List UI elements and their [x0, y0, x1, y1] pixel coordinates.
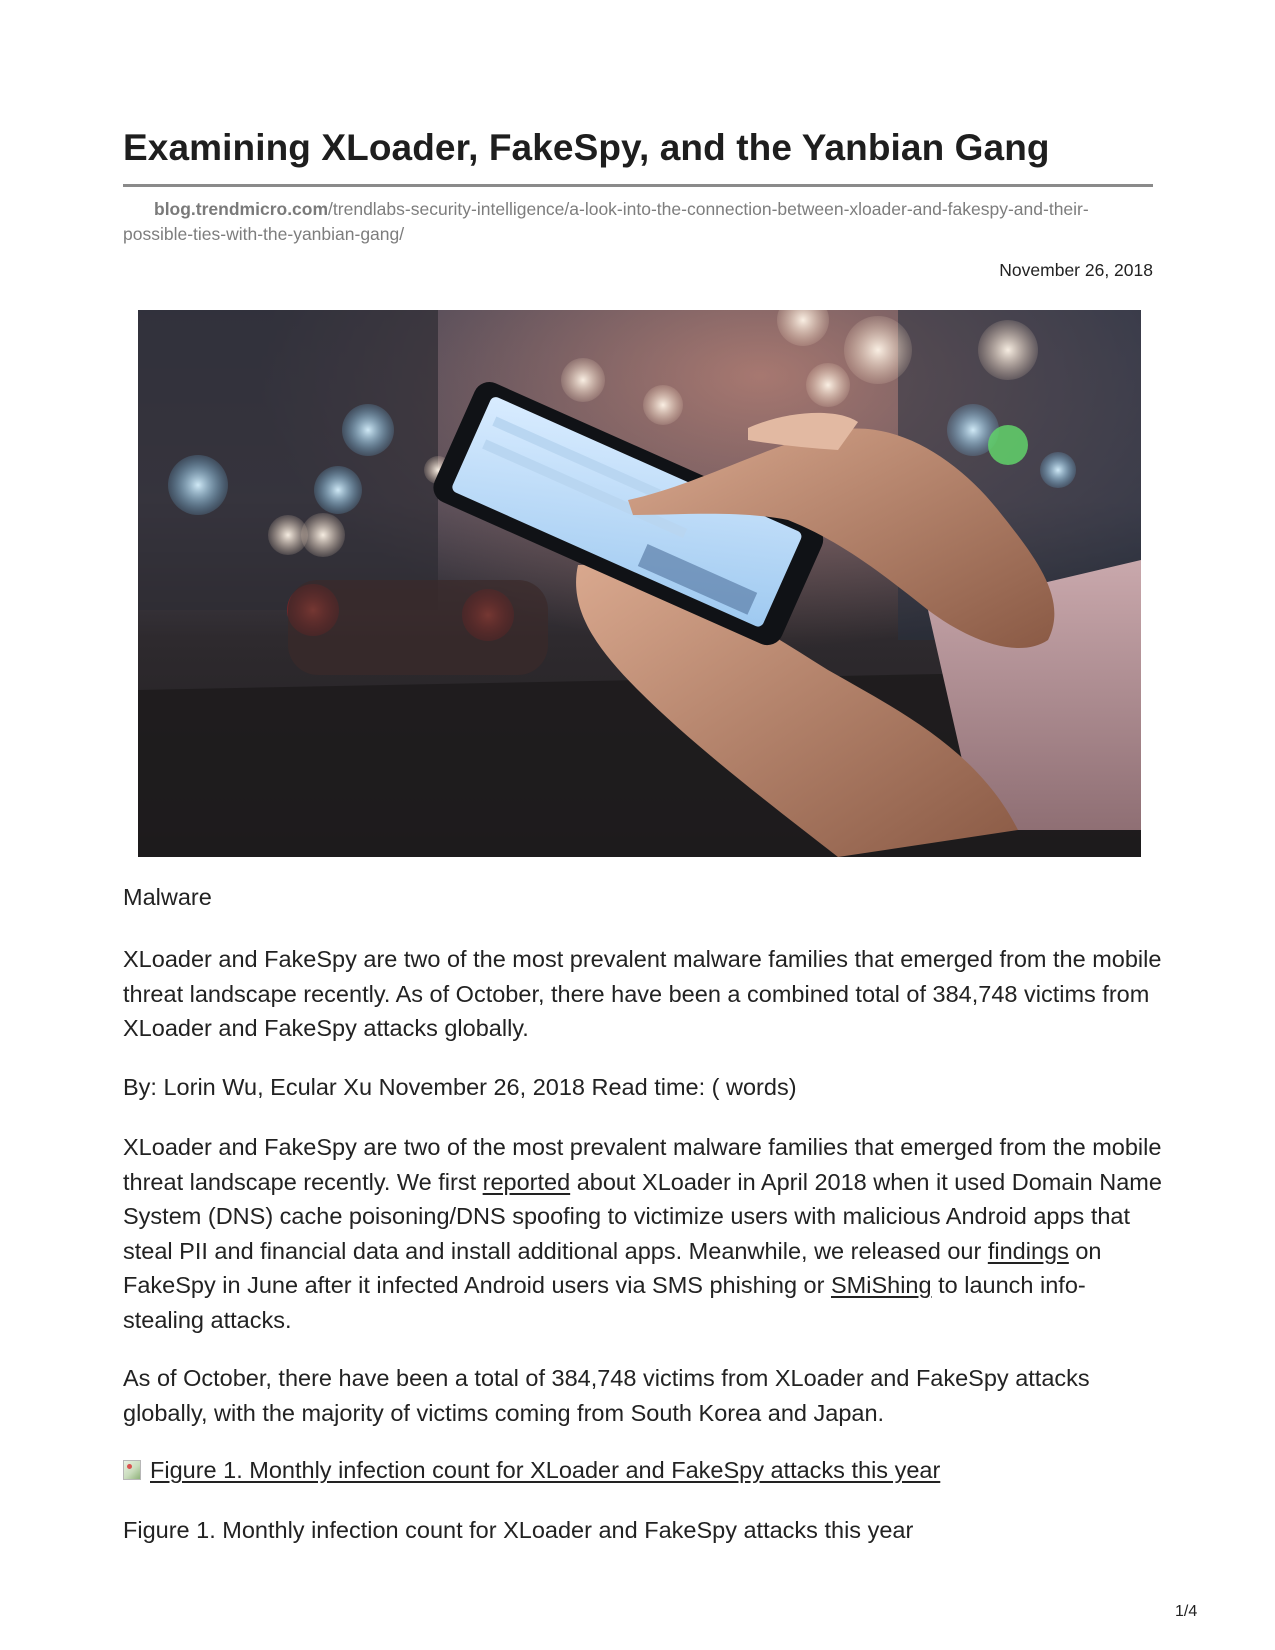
smartphone-photo-icon: [138, 310, 1141, 857]
findings-link[interactable]: findings: [987, 1237, 1069, 1264]
article-title: Examining XLoader, FakeSpy, and the Yanbian Gang: [123, 127, 1050, 168]
source-domain[interactable]: blog.trendmicro.com: [154, 199, 329, 219]
smishing-link[interactable]: SMiShing: [830, 1272, 932, 1298]
article-category: Malware: [123, 884, 212, 910]
broken-image-icon: [123, 1460, 141, 1480]
body-paragraph-2: As of October, there have been a total of 384,748 victims from XLoader and FakeSpy attacks globally, with the majority of victims coming from South Korea and Japan.: [123, 1365, 1090, 1426]
body-text: to launch info-stealing attacks.: [123, 1272, 1086, 1333]
hero-image: [138, 310, 1141, 857]
byline: By: Lorin Wu, Ecular Xu November 26, 2018 Read time: ( words): [123, 1074, 797, 1100]
reported-link[interactable]: reported: [482, 1168, 571, 1195]
body-text: about XLoader in April 2018 when it used Domain Name System (DNS) cache poisoning/DNS spoofing to victimize users with malicious Android apps that steal PII and financial data and install additional apps. Meanwhile, we released our: [123, 1168, 1162, 1264]
publish-date: November 26, 2018: [999, 260, 1153, 280]
page-number: 1/4: [1175, 1603, 1198, 1620]
body-paragraph-1: [123, 1130, 1163, 1337]
body-text: on FakeSpy in June after it infected Android users via SMS phishing or: [123, 1237, 1102, 1298]
title-divider: [123, 184, 1153, 187]
figure-1-caption: Figure 1. Monthly infection count for XLoader and FakeSpy attacks this year: [123, 1517, 914, 1543]
source-url[interactable]: [123, 197, 1153, 247]
figure-1-link[interactable]: Figure 1. Monthly infection count for XLoader and FakeSpy attacks this year: [150, 1457, 941, 1483]
summary-paragraph: XLoader and FakeSpy are two of the most prevalent malware families that emerged from the mobile threat landscape recently. As of October, there have been a combined total of 384,748 victims from XLoader and FakeSpy attacks globally.: [123, 946, 1162, 1041]
source-path[interactable]: /trendlabs-security-intelligence/a-look-into-the-connection-between-xloader-and-fakespy-and-their-possible-ties-with-the-yanbian-gang/: [123, 199, 1089, 244]
figure-1-image-link[interactable]: [123, 1453, 1163, 1488]
body-text: XLoader and FakeSpy are two of the most prevalent malware families that emerged from the mobile threat landscape recently. We first: [123, 1134, 1162, 1195]
